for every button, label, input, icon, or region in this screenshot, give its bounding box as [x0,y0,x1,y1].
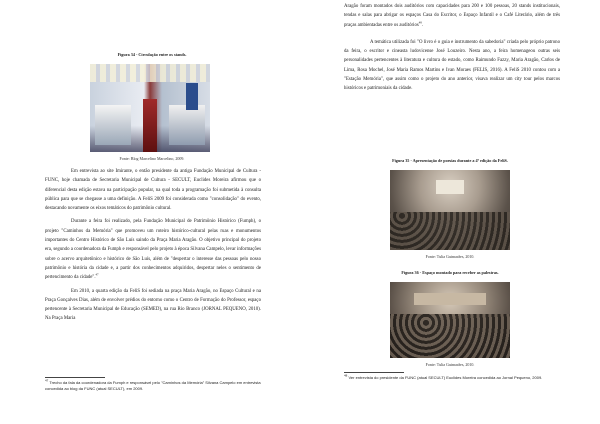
figure-36-caption: Figura 36 - Espaço montado para receber as palestras. [401,270,499,275]
figure-35-photo [390,170,510,250]
footnote-ref-48[interactable]: 48 [418,19,422,24]
right-paragraph-1: Aragão foram montados dois auditórios com capacidades para 200 e 100 pessoas, 20 stands institucionais, tendas e salas para abrigar os espaços Casa do Escritor, o Espaço Infantil e o Café Literário, além de três praças ambientadas entre os auditórios$^{48}$. [344,4,560,28]
footnote-mark-48: 48 [344,373,348,378]
left-body [45,167,261,324]
left-footnote-text [45,380,261,391]
left-footnote [45,380,261,391]
right-paragraph-1-text: Aragão foram montados dois auditórios com capacidades para 200 e 100 pessoas, 20 stands institucionais, tendas e salas para abrigar os espaços Casa do Escritor, o Espaço Infantil e o Café Literário, além de três praças ambientadas entre os auditórios [344,4,560,28]
figure-35-caption: Figura 35 - Apresentação de poesias durante a 4ª edição da FeliS. [392,158,508,163]
audience [390,212,510,250]
footnote-48-text: Ver entrevista do presidente da FUNC (atual SECULT) Euclides Moreira concedida ao Jornal Pequeno, 2009. [348,375,543,380]
right-page [300,0,600,424]
stand-left [95,105,131,145]
left-paragraph-2-text: Durante a feira foi realizado, pela Fundação Municipal de Patrimônio Histórico (Fumph), o projeto "Caminhos da Memória" que promoveu um roteiro histórico-cultural pelas ruas e monumentos importantes do Centro Histórico de São Luís saindo da Praça Maria Aragão. O objetivo principal do projeto era, segundo a coordenadora da Fumph e responsável pelo projeto à época Silvana Campelo, levar informações sobre o acervo arquitetônico e histórico de São Luís, além de "despertar o interesse das pessoas pelo nosso patrimônio e história da cidade e, a partir dos conhecimentos adquiridos, despertar neles o sentimento de pertencimento da cidade". [45,219,261,281]
right-footnote [344,375,560,381]
left-paragraph-2 [45,217,261,282]
footnote-ref-47[interactable]: 47 [95,272,99,277]
left-paragraph-1: Em entrevista ao site Imirante, o então presidente da antiga Fundação Municipal de Cultura - FUNC, hoje chamada de Secretaria Municipal de Cultura - SECULT, Euclides Moreira afirmou que o diferencial desta edição estava na participação popular, na qual toda a programação foi submetida à consulta pública para que se chegasse a uma definição. A FeliS 2009 foi considerada como "consolidação" do evento, destacando novamente os eixos temáticos do patrimônio cultural. [45,169,261,212]
footnote-separator [45,377,105,378]
figure-36-source: Fonte: Tulia Guimarães, 2010. [425,362,475,367]
figure-35-source: Fonte: Tulia Guimarães, 2010. [425,254,475,259]
figure-36-photo [390,282,510,358]
red-carpet [143,99,157,152]
right-body [344,2,560,94]
footnote-47-text: Trecho da fala da coordenadora da Fumph e responsável pelo "Caminhos da Memória" Silvana Campelo em entrevista concedida ao blog da FUNC (atual SECULT), em 2009. [45,380,261,391]
lecture-stage [414,293,486,305]
footnote-mark-47: 47 [45,378,49,383]
left-paragraph-3: Em 2010, a quarta edição da FeliS foi sediada na praça Maria Aragão, no Espaço Cultural e na Praça Gonçalves Dias, além de envolver prédios do entorno como o Centro de Formação do Professor, espaço pertencente à Secretaria Municipal de Educação (SEMED), na rua Rio Branco (JORNAL PEQUENO, 2010). Na Praça Maria [45,288,261,322]
ceiling-lights [90,64,210,82]
banner [186,83,198,109]
stand-right [169,105,205,145]
figure-34-caption: Figura 34 - Circulação entre os stands. [117,52,187,57]
figure-34-photo [90,64,210,152]
right-footnote-text [344,375,560,381]
right-paragraph-2: A temática utilizada foi "O livro é o guia e instrumento da sabedoria" criada pelo próprio patrono da feira, o escritor e cineasta ludovicense José Louzeiro. Nesta ano, a feira homenageou outras seis personalidades pertencentes à literatura e cultura do estado, como Raimundo Fazzy, Maria Aragão, Carlos de Lima, Rosa Mochel, José Maria Ramos Martins e Ivan Moraes (FELIS, 2016). A FeliS 2010 contou com a "Estação Memória", que assim como o projeto do ano anterior, visava realizar um city tour pelos marcos históricos e patrimoniais da cidade. [344,39,560,92]
footnote-separator-right [344,372,404,373]
seated-audience [390,314,510,358]
figure-34-source: Fonte: Blog Marcelino Marcelino, 2009. [119,156,185,161]
projection-screen [436,180,465,194]
